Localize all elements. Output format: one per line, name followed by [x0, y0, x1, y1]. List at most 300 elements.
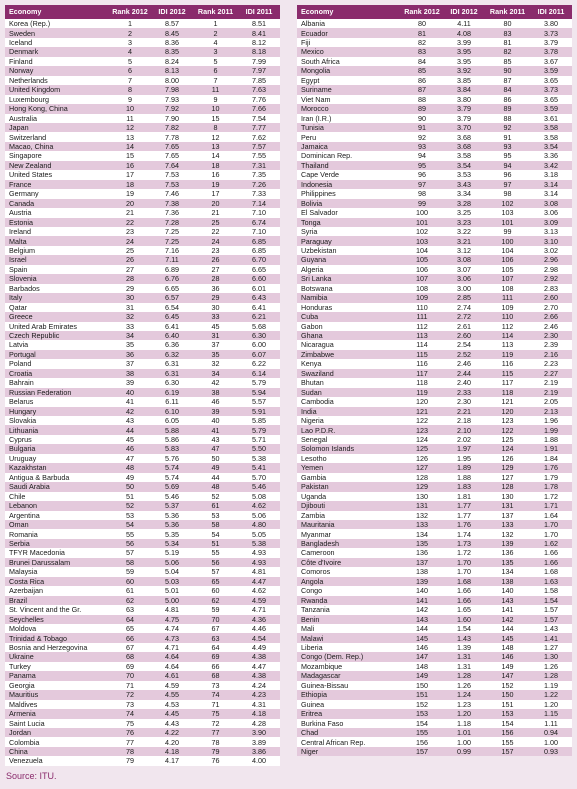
idi-2012-cell: 2.74	[457, 302, 471, 312]
idi-2012-cell: 4.45	[165, 709, 179, 719]
economy-cell: Singapore	[9, 151, 42, 161]
table-row	[5, 444, 280, 453]
economy-cell: Saint Lucia	[9, 718, 45, 728]
economy-cell: Croatia	[9, 368, 33, 378]
idi-2012-cell: 6.54	[165, 302, 179, 312]
table-row	[297, 114, 572, 123]
idi-2012-cell: 3.84	[457, 85, 471, 95]
table-row	[5, 709, 280, 718]
economy-cell: Greece	[9, 312, 33, 322]
idi-2011-cell: 1.58	[544, 586, 558, 596]
idi-2012-cell: 3.22	[457, 227, 471, 237]
rank-2011-cell: 73	[211, 680, 220, 690]
rank-2011-cell: 29	[211, 293, 220, 303]
rank-2012-cell: 94	[418, 151, 426, 161]
idi-2012-cell: 5.06	[165, 557, 179, 567]
idi-2011-cell: 1.70	[544, 529, 558, 539]
table-row	[297, 492, 572, 501]
table-row	[5, 312, 280, 321]
rank-2012-cell: 92	[418, 132, 426, 142]
rank-2011-cell: 56	[211, 557, 220, 567]
idi-2012-cell: 8.24	[165, 56, 179, 66]
idi-2012-cell: 3.34	[457, 189, 471, 199]
idi-2011-cell: 3.73	[544, 85, 558, 95]
rank-2011-cell: 119	[501, 349, 514, 359]
rank-2011-cell: 71	[211, 699, 220, 709]
idi-2012-cell: 1.72	[457, 548, 471, 558]
economy-cell: Albania	[301, 19, 325, 29]
table-row	[297, 340, 572, 349]
idi-2012-cell: 1.83	[457, 482, 471, 492]
header-rank-2012: Rank 2012	[109, 5, 151, 19]
rank-2011-cell: 42	[211, 378, 220, 388]
rank-2012-cell: 142	[416, 605, 428, 615]
table-row	[297, 577, 572, 586]
rank-2012-cell: 149	[416, 671, 428, 681]
rank-2012-cell: 63	[126, 605, 134, 615]
idi-2012-cell: 1.73	[457, 539, 471, 548]
idi-2011-cell: 7.10	[252, 227, 266, 237]
rank-2011-cell: 86	[503, 94, 512, 104]
rank-2011-cell: 92	[503, 123, 512, 133]
rank-2011-cell: 90	[503, 66, 512, 76]
idi-2012-cell: 3.43	[457, 179, 471, 189]
idi-2011-cell: 0.93	[544, 746, 558, 756]
table-row	[297, 312, 572, 321]
idi-2011-cell: 1.96	[544, 416, 558, 426]
rank-2011-cell: 40	[211, 416, 220, 426]
idi-2011-cell: 1.91	[544, 444, 558, 454]
table-row	[297, 151, 572, 160]
idi-2012-cell: 7.92	[165, 104, 179, 114]
table-row	[297, 47, 572, 56]
table-row	[297, 132, 572, 141]
economy-cell: St. Vincent and the Gr.	[9, 605, 82, 615]
table-row	[5, 577, 280, 586]
economy-cell: Netherlands	[9, 75, 48, 85]
rank-2012-cell: 81	[418, 28, 426, 38]
table-row	[5, 615, 280, 624]
idi-2011-cell: 5.50	[252, 444, 266, 454]
economy-cell: Bolivia	[301, 198, 323, 208]
idi-2012-cell: 1.31	[457, 652, 471, 662]
idi-2012-cell: 3.95	[457, 56, 471, 66]
rank-2011-cell: 36	[211, 283, 220, 293]
rank-2012-cell: 157	[416, 746, 428, 756]
idi-table-left	[5, 5, 280, 766]
rank-2011-cell: 82	[503, 47, 512, 57]
idi-2011-cell: 7.14	[252, 198, 266, 208]
table-row	[5, 28, 280, 37]
economy-cell: Chad	[301, 728, 319, 738]
economy-cell: Lesotho	[301, 453, 327, 463]
idi-2011-cell: 1.66	[544, 548, 558, 558]
idi-2012-cell: 4.71	[165, 642, 179, 652]
rank-2012-cell: 71	[126, 680, 134, 690]
rank-2011-cell: 7	[213, 75, 218, 85]
economy-cell: Ethiopia	[301, 690, 327, 700]
economy-cell: Gambia	[301, 472, 327, 482]
idi-2011-cell: 3.80	[544, 19, 558, 29]
idi-2012-cell: 6.40	[165, 331, 179, 341]
economy-cell: Bahrain	[9, 378, 34, 388]
idi-2011-cell: 3.86	[252, 746, 266, 756]
idi-2011-cell: 4.24	[252, 680, 266, 690]
idi-2011-cell: 5.85	[252, 416, 266, 426]
idi-2012-cell: 4.18	[165, 746, 179, 756]
idi-2011-cell: 1.41	[544, 633, 558, 643]
idi-2012-cell: 7.90	[165, 113, 179, 123]
rank-2011-cell: 62	[211, 595, 220, 605]
idi-2011-cell: 5.57	[252, 397, 266, 407]
idi-2011-cell: 7.35	[252, 170, 266, 180]
idi-2012-cell: 3.79	[457, 113, 471, 123]
table-row	[297, 719, 572, 728]
idi-2012-cell: 1.01	[457, 728, 471, 738]
rank-2012-cell: 26	[126, 255, 134, 265]
table-row	[297, 180, 572, 189]
economy-cell: Thailand	[301, 160, 329, 170]
idi-2012-cell: 7.16	[165, 245, 179, 255]
rank-2011-cell: 18	[211, 160, 220, 170]
economy-cell: Niger	[301, 746, 319, 756]
idi-2012-cell: 3.54	[457, 160, 471, 170]
rank-2012-cell: 47	[126, 453, 134, 463]
idi-2011-cell: 1.64	[544, 510, 558, 520]
table-row	[5, 492, 280, 501]
idi-2011-cell: 3.67	[544, 56, 558, 66]
rank-2012-cell: 120	[416, 397, 428, 407]
rank-2011-cell: 98	[503, 189, 512, 199]
rank-2011-cell: 88	[503, 113, 512, 123]
economy-cell: Congo (Dem. Rep.)	[301, 652, 364, 662]
rank-2012-cell: 99	[418, 198, 426, 208]
idi-2012-cell: 2.40	[457, 378, 471, 388]
table-row	[5, 199, 280, 208]
economy-cell: Tunisia	[301, 123, 324, 133]
rank-2011-cell: 68	[211, 671, 220, 681]
rank-2012-cell: 141	[416, 595, 428, 605]
idi-2011-cell: 4.18	[252, 709, 266, 719]
rank-2011-cell: 150	[501, 690, 514, 700]
idi-2012-cell: 7.46	[165, 189, 179, 199]
idi-2012-cell: 6.32	[165, 349, 179, 359]
idi-2011-cell: 8.18	[252, 47, 266, 57]
economy-cell: Swaziland	[301, 368, 334, 378]
idi-2012-cell: 5.74	[165, 472, 179, 482]
idi-2012-cell: 3.07	[457, 264, 471, 274]
rank-2012-cell: 135	[416, 539, 428, 548]
rank-2011-cell: 10	[211, 104, 220, 114]
rank-2012-cell: 133	[416, 520, 428, 530]
table-row	[297, 66, 572, 75]
idi-2012-cell: 5.00	[165, 595, 179, 605]
table-row	[5, 19, 280, 28]
table-row	[297, 76, 572, 85]
idi-2011-cell: 4.71	[252, 605, 266, 615]
rank-2012-cell: 33	[126, 321, 134, 331]
idi-2011-cell: 6.30	[252, 331, 266, 341]
idi-2012-cell: 4.81	[165, 605, 179, 615]
table-row	[5, 293, 280, 302]
rank-2012-cell: 152	[416, 699, 428, 709]
idi-2011-cell: 4.38	[252, 652, 266, 662]
idi-2012-cell: 6.65	[165, 283, 179, 293]
idi-2012-cell: 3.85	[457, 75, 471, 85]
idi-2012-cell: 3.21	[457, 236, 471, 246]
idi-2011-cell: 3.61	[544, 113, 558, 123]
rank-2011-cell: 131	[501, 501, 514, 511]
rank-2011-cell: 74	[211, 690, 220, 700]
table-row	[5, 700, 280, 709]
economy-cell: Morocco	[301, 104, 329, 114]
table-row	[5, 690, 280, 699]
idi-2012-cell: 3.00	[457, 283, 471, 293]
economy-cell: Malawi	[301, 633, 324, 643]
idi-2012-cell: 8.13	[165, 66, 179, 76]
rank-2011-cell: 37	[211, 340, 220, 350]
rank-2011-cell: 60	[211, 586, 220, 596]
table-row	[5, 123, 280, 132]
table-row	[5, 57, 280, 66]
idi-2012-cell: 3.79	[457, 104, 471, 114]
table-row	[297, 737, 572, 746]
economy-cell: Senegal	[301, 435, 328, 445]
idi-2012-cell: 4.43	[165, 718, 179, 728]
economy-cell: Georgia	[9, 680, 35, 690]
rank-2012-cell: 106	[416, 264, 428, 274]
idi-2012-cell: 5.88	[165, 425, 179, 435]
rank-2012-cell: 31	[126, 302, 134, 312]
idi-2012-cell: 4.64	[165, 661, 179, 671]
idi-2011-cell: 7.26	[252, 179, 266, 189]
idi-2012-cell: 1.65	[457, 605, 471, 615]
rank-2011-cell: 104	[501, 245, 514, 255]
table-row	[297, 95, 572, 104]
rank-2012-cell: 107	[416, 274, 428, 284]
economy-cell: Indonesia	[301, 179, 333, 189]
idi-2011-cell: 6.00	[252, 340, 266, 350]
table-row	[297, 208, 572, 217]
table-row	[297, 425, 572, 434]
economy-cell: Uganda	[301, 491, 327, 501]
table-row	[5, 170, 280, 179]
economy-cell: Cambodia	[301, 397, 334, 407]
economy-cell: Hungary	[9, 406, 37, 416]
table-row	[5, 378, 280, 387]
idi-2012-cell: 1.24	[457, 690, 471, 700]
economy-cell: Argentina	[9, 510, 40, 520]
idi-2012-cell: 1.00	[457, 737, 471, 747]
rank-2012-cell: 127	[416, 463, 428, 473]
economy-cell: Nigeria	[301, 416, 324, 426]
idi-2012-cell: 1.26	[457, 680, 471, 690]
economy-cell: Estonia	[9, 217, 33, 227]
table-row	[5, 284, 280, 293]
table-row	[5, 558, 280, 567]
idi-2011-cell: 3.06	[544, 208, 558, 218]
idi-2011-cell: 4.47	[252, 661, 266, 671]
idi-2011-cell: 3.58	[544, 123, 558, 133]
idi-2012-cell: 3.68	[457, 141, 471, 151]
rank-2012-cell: 73	[126, 699, 134, 709]
economy-cell: Cuba	[301, 312, 319, 322]
table-row	[297, 444, 572, 453]
rank-2012-cell: 66	[126, 633, 134, 643]
economy-cell: Israel	[9, 255, 27, 265]
economy-cell: Kenya	[301, 359, 322, 369]
idi-2012-cell: 3.80	[457, 94, 471, 104]
table-row	[297, 681, 572, 690]
idi-table-right	[297, 5, 572, 756]
idi-2012-cell: 5.74	[165, 463, 179, 473]
idi-2012-cell: 6.45	[165, 312, 179, 322]
table-row	[297, 548, 572, 557]
table-header-row	[297, 5, 572, 19]
economy-cell: Slovakia	[9, 416, 37, 426]
economy-cell: Mauritius	[9, 690, 39, 700]
idi-2012-cell: 6.36	[165, 340, 179, 350]
rank-2012-cell: 116	[416, 359, 428, 369]
rank-2011-cell: 23	[211, 245, 220, 255]
rank-2011-cell: 124	[501, 444, 514, 454]
header-idi-2011: IDI 2011	[530, 5, 572, 19]
rank-2011-cell: 145	[501, 633, 514, 643]
table-row	[5, 463, 280, 472]
idi-2011-cell: 1.71	[544, 501, 558, 511]
idi-2012-cell: 3.28	[457, 198, 471, 208]
idi-2011-cell: 7.10	[252, 208, 266, 218]
idi-2012-cell: 8.00	[165, 75, 179, 85]
rank-2011-cell: 138	[501, 576, 514, 586]
idi-2012-cell: 4.59	[165, 680, 179, 690]
rank-2011-cell: 128	[501, 482, 514, 492]
rank-2012-cell: 43	[126, 416, 134, 426]
table-row	[297, 227, 572, 236]
idi-2011-cell: 3.18	[544, 170, 558, 180]
rank-2012-cell: 35	[126, 340, 134, 350]
idi-2012-cell: 4.61	[165, 671, 179, 681]
table-row	[5, 643, 280, 652]
rank-2011-cell: 109	[501, 302, 514, 312]
economy-cell: Peru	[301, 132, 317, 142]
idi-2011-cell: 7.76	[252, 94, 266, 104]
rank-2011-cell: 99	[503, 227, 512, 237]
economy-cell: Brazil	[9, 595, 27, 605]
rank-2011-cell: 118	[501, 387, 514, 397]
rank-2012-cell: 126	[416, 453, 428, 463]
rank-2012-cell: 59	[126, 567, 134, 577]
table-row	[297, 482, 572, 491]
table-row	[297, 170, 572, 179]
rank-2012-cell: 124	[416, 435, 428, 445]
rank-2012-cell: 108	[416, 283, 428, 293]
economy-cell: Ireland	[9, 227, 31, 237]
rank-2012-cell: 20	[126, 198, 134, 208]
idi-2012-cell: 3.06	[457, 274, 471, 284]
table-row	[5, 189, 280, 198]
table-row	[5, 76, 280, 85]
idi-2012-cell: 4.55	[165, 690, 179, 700]
idi-2011-cell: 2.70	[544, 302, 558, 312]
rank-2012-cell: 70	[126, 671, 134, 681]
idi-2012-cell: 8.36	[165, 37, 179, 47]
idi-2011-cell: 2.19	[544, 378, 558, 388]
economy-cell: Latvia	[9, 340, 29, 350]
idi-2011-cell: 4.38	[252, 671, 266, 681]
economy-cell: Brunei Darussalam	[9, 557, 71, 567]
idi-2012-cell: 2.33	[457, 387, 471, 397]
idi-2012-cell: 6.31	[165, 359, 179, 369]
idi-2011-cell: 4.47	[252, 576, 266, 586]
idi-2012-cell: 5.86	[165, 435, 179, 445]
idi-2012-cell: 8.57	[165, 19, 179, 29]
rank-2011-cell: 43	[211, 435, 220, 445]
rank-2012-cell: 132	[416, 510, 428, 520]
idi-2011-cell: 3.09	[544, 217, 558, 227]
rank-2012-cell: 125	[416, 444, 428, 454]
economy-cell: Yemen	[301, 463, 324, 473]
rank-2011-cell: 153	[501, 709, 514, 719]
table-row	[297, 567, 572, 576]
rank-2011-cell: 49	[211, 463, 220, 473]
idi-2011-cell: 3.73	[544, 28, 558, 38]
rank-2012-cell: 121	[416, 406, 428, 416]
rank-2012-cell: 42	[126, 406, 134, 416]
idi-2011-cell: 4.93	[252, 548, 266, 558]
table-header-row	[5, 5, 280, 19]
table-row	[297, 378, 572, 387]
idi-2012-cell: 4.64	[165, 652, 179, 662]
economy-cell: Denmark	[9, 47, 39, 57]
economy-cell: Paraguay	[301, 236, 332, 246]
table-row	[5, 605, 280, 614]
economy-cell: Cameroon	[301, 548, 335, 558]
rank-2012-cell: 19	[126, 189, 134, 199]
idi-2012-cell: 6.41	[165, 321, 179, 331]
idi-2011-cell: 3.58	[544, 132, 558, 142]
idi-2012-cell: 1.39	[457, 642, 471, 652]
idi-2011-cell: 5.94	[252, 387, 266, 397]
table-row	[5, 719, 280, 728]
table-row	[5, 425, 280, 434]
table-row	[5, 322, 280, 331]
rank-2012-cell: 58	[126, 557, 134, 567]
table-row	[297, 57, 572, 66]
idi-2012-cell: 7.98	[165, 85, 179, 95]
economy-cell: Turkey	[9, 661, 31, 671]
rank-2011-cell: 84	[503, 85, 512, 95]
rank-2012-cell: 90	[418, 113, 426, 123]
table-row	[5, 66, 280, 75]
economy-cell: Jamaica	[301, 141, 328, 151]
economy-cell: Tanzania	[301, 605, 330, 615]
rank-2012-cell: 48	[126, 463, 134, 473]
rank-2011-cell: 132	[501, 529, 514, 539]
economy-cell: Nicaragua	[301, 340, 334, 350]
rank-2012-cell: 143	[416, 614, 428, 624]
idi-2011-cell: 4.31	[252, 699, 266, 709]
rank-2012-cell: 148	[416, 661, 428, 671]
economy-cell: Fiji	[301, 37, 311, 47]
rank-2011-cell: 3	[213, 47, 218, 57]
rank-2012-cell: 15	[126, 151, 134, 161]
table-row	[297, 123, 572, 132]
idi-2011-cell: 3.13	[544, 227, 558, 237]
idi-2012-cell: 2.54	[457, 340, 471, 350]
rank-2011-cell: 57	[211, 567, 220, 577]
header-idi-2011: IDI 2011	[238, 5, 280, 19]
